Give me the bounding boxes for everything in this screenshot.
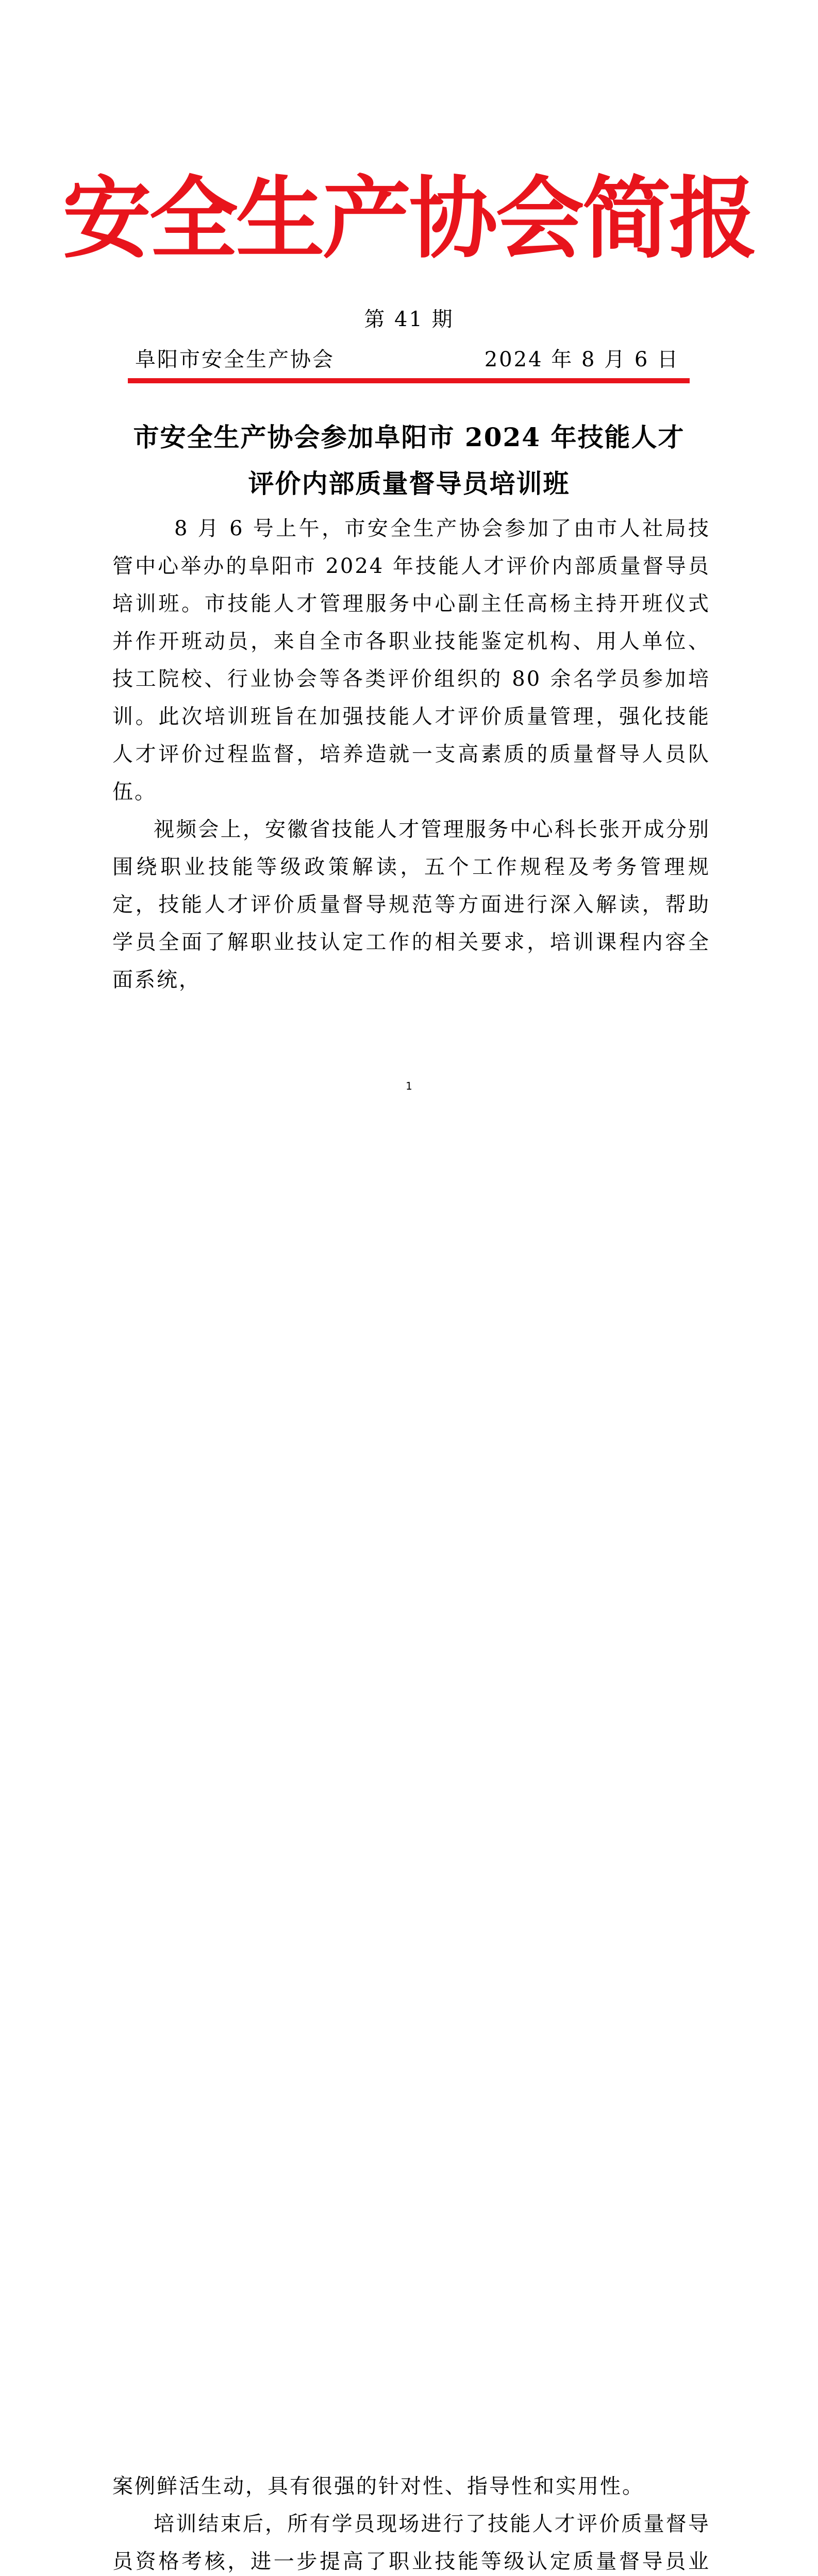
publication-info-row: [129, 346, 686, 373]
paragraph-intro: 8 月 6 号上午，市安全生产协会参加了由市人社局技管中心举办的阜阳市 2024 年技能人才评价内部质量督导员培训班。市技能人才管理服务中心副主任高杨主持开班仪式并作开班动员，来自全市各职业技能鉴定机构、用人单位、技工院校、行业协会等各类评价组织的 80 余名学员参加培训。此次培训班旨在加强技能人才评价质量管理，强化技能人才评价过程监督，培养造就一支高素质的质量督导人员队伍。: [112, 517, 710, 804]
article-body-page-2: [112, 2468, 710, 2576]
paragraph-continuation: 案例鲜活生动，具有很强的针对性、指导性和实用性。: [112, 2475, 644, 2498]
page-2: [0, 1157, 818, 2573]
page-1: [0, 0, 818, 1157]
newsletter-masthead-title: 安全生产协会简报: [62, 167, 756, 270]
red-divider-line: [128, 378, 690, 383]
article-body-page-1: [112, 510, 710, 999]
publisher-name: 阜阳市安全生产协会: [135, 348, 335, 371]
article-title: [0, 414, 818, 507]
article-title-line-2: 评价内部质量督导员培训班: [248, 468, 570, 499]
page-number-1: 1: [406, 1080, 412, 1092]
paragraph-video-meeting: 视频会上，安徽省技能人才管理服务中心科长张开成分别围绕职业技能等级政策解读，五个工作规程及考务管理规定，技能人才评价质量督导规范等方面进行深入解读，帮助学员全面了解职业技认定工作的相关要求，培训课程内容全面系统，: [112, 818, 710, 992]
paragraph-assessment: 培训结束后，所有学员现场进行了技能人才评价质量督导员资格考核，进一步提高了职业技能等级认定质量督导员业: [112, 2512, 710, 2573]
publication-date: 2024 年 8 月 6 日: [484, 348, 679, 371]
article-title-line-1: 市安全生产协会参加阜阳市 2024 年技能人才: [133, 422, 685, 452]
issue-number: 第 41 期: [364, 308, 454, 331]
